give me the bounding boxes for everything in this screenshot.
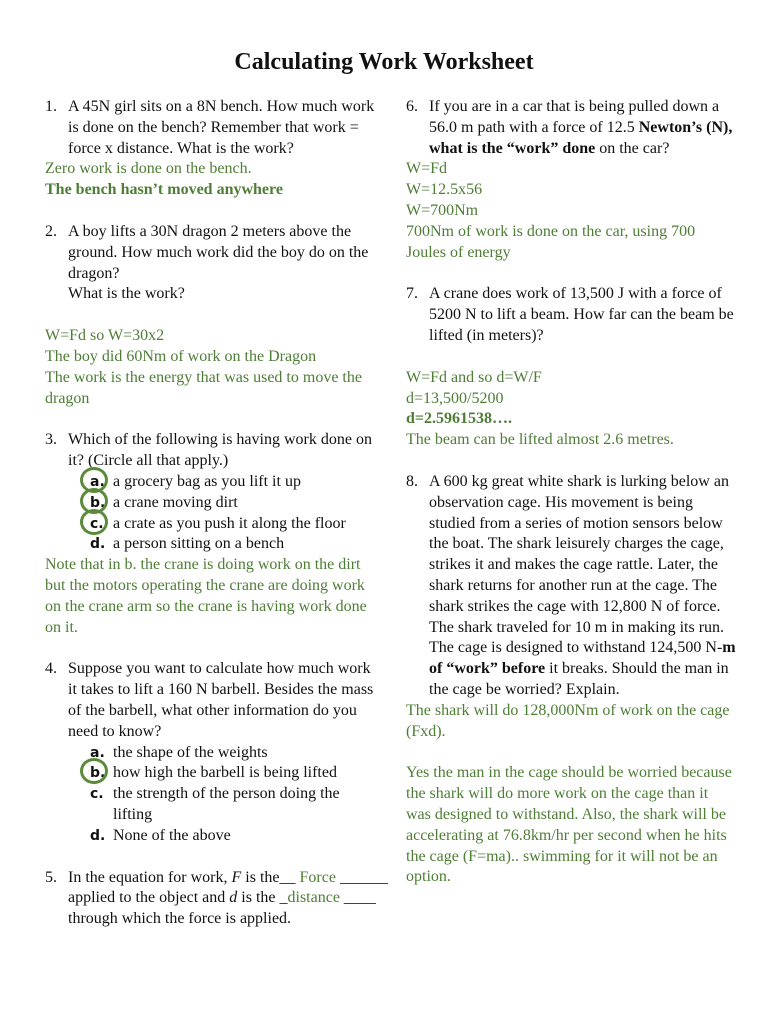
- option-letter: b.: [90, 765, 106, 782]
- answer-line: 700Nm of work is done on the car, using 700 Joules of energy: [406, 222, 696, 261]
- option-letter: c.: [90, 515, 104, 532]
- question-text: What is the work?: [68, 285, 185, 303]
- answer-paragraph: Yes the man in the cage should be worried because the shark will do more work on the cage than it was designed to withstand. Also, the shark will be accelerating at 76.8km/hr per second when he hits the cage (F=ma).. swimming for it will not be an option.: [406, 764, 732, 886]
- question-text: A crane does work of 13,500 J with a force of 5200 N to lift a beam. How far can the beam be lifted (in meters)?: [429, 285, 734, 344]
- question-text: A 600 kg great white shark is lurking below an observation cage. His movement is being studied from a series of motion sensors below the boat. The shark leisurely charges the cage, strikes it and makes the cage rattle. Later, the shark returns for another run at the cage. The shark strikes the cage with 12,800 N of force. The shark traveled for 10 m in making its run. The cage is designed to withstand 124,500 N-m of “work” before it breaks. Should the man in the cage be worried? Explain.: [429, 472, 736, 698]
- question-number: 7.: [406, 285, 418, 303]
- option-text: a crate as you push it along the floor: [113, 514, 346, 532]
- question-3: [45, 430, 375, 472]
- option-text: None of the above: [113, 826, 231, 844]
- option-b[interactable]: [45, 763, 375, 784]
- question-7: [406, 284, 736, 346]
- page-title: Calculating Work Worksheet: [234, 49, 534, 75]
- question-4: [45, 659, 375, 742]
- question-text: If you are in a car that is being pulled down a 56.0 m path with a force of 12.5 Newton’s (N), what is the “work” done on the car?: [429, 98, 733, 157]
- circle-mark-icon: [80, 509, 108, 535]
- option-d[interactable]: [45, 826, 375, 847]
- option-letter: d.: [90, 536, 106, 553]
- right-column: [406, 97, 736, 888]
- answer-line: The shark will do 128,000Nm of work on the cage (Fxd).: [406, 701, 730, 740]
- option-text: a person sitting on a bench: [113, 535, 285, 553]
- answer-line: d=2.5961538….: [406, 410, 513, 428]
- answer-line: W=Fd and so d=W/F: [406, 368, 542, 386]
- question-number: 2.: [45, 222, 57, 240]
- question-number: 4.: [45, 660, 57, 678]
- option-letter: a.: [90, 473, 105, 490]
- option-text: a grocery bag as you lift it up: [113, 472, 301, 490]
- option-text: how high the barbell is being lifted: [113, 764, 337, 782]
- answer-line: The bench hasn’t moved anywhere: [45, 181, 283, 199]
- option-text: a crane moving dirt: [113, 493, 238, 511]
- answer-line: The beam can be lifted almost 2.6 metres.: [406, 431, 674, 449]
- filled-blank[interactable]: Force: [295, 868, 340, 886]
- option-letter: b.: [90, 494, 106, 511]
- question-number: 8.: [406, 472, 418, 490]
- question-number: 3.: [45, 431, 57, 449]
- left-column: [45, 97, 388, 930]
- question-number: 5.: [45, 868, 57, 886]
- answer-line: d=13,500/5200: [406, 389, 504, 407]
- option-text: the strength of the person doing the lifting: [113, 785, 340, 823]
- question-1: [45, 97, 375, 159]
- question-text: A 45N girl sits on a 8N bench. How much work is done on the bench? Remember that work = force x distance. What is the work?: [68, 98, 375, 157]
- answer-note: Note that in b. the crane is doing work on the dirt but the motors operating the crane are doing work on the crane arm so the crane is having work done on it.: [45, 556, 367, 636]
- option-list: [45, 472, 375, 555]
- answer-line: Zero work is done on the bench.: [45, 160, 252, 178]
- question-6: [406, 97, 736, 159]
- option-list: [45, 743, 375, 847]
- question-number: 6.: [406, 98, 418, 115]
- option-letter: c.: [90, 786, 104, 803]
- filled-blank[interactable]: distance: [287, 889, 340, 907]
- answer-line: W=12.5x56: [406, 181, 483, 199]
- question-text: Suppose you want to calculate how much work it takes to lift a 160 N barbell. Besides the mass of the barbell, what other information do you need to know?: [68, 660, 374, 740]
- question-text: Which of the following is having work done on it? (Circle all that apply.): [68, 431, 372, 470]
- option-c[interactable]: [45, 514, 375, 535]
- option-c[interactable]: [45, 784, 375, 826]
- question-8: [406, 472, 736, 701]
- question-number: 1.: [45, 98, 57, 115]
- question-2: [45, 222, 375, 305]
- question-text: A boy lifts a 30N dragon 2 meters above the ground. How much work did the boy do on the dragon?: [68, 222, 369, 282]
- option-letter: d.: [90, 827, 106, 844]
- option-letter: a.: [90, 744, 105, 761]
- question-5: [45, 868, 388, 930]
- option-text: the shape of the weights: [113, 743, 268, 761]
- answer-line: The work is the energy that was used to move the dragon: [45, 368, 362, 407]
- answer-line: W=700Nm: [406, 201, 479, 219]
- answer-line: W=Fd: [406, 160, 448, 178]
- option-d[interactable]: [45, 534, 375, 555]
- answer-line: W=Fd so W=30x2: [45, 327, 165, 345]
- answer-line: The boy did 60Nm of work on the Dragon: [45, 347, 317, 365]
- question-text: In the equation for work, F is the__ Force ______ applied to the object and d is the _distance ____ through which the force is applied.: [68, 868, 388, 928]
